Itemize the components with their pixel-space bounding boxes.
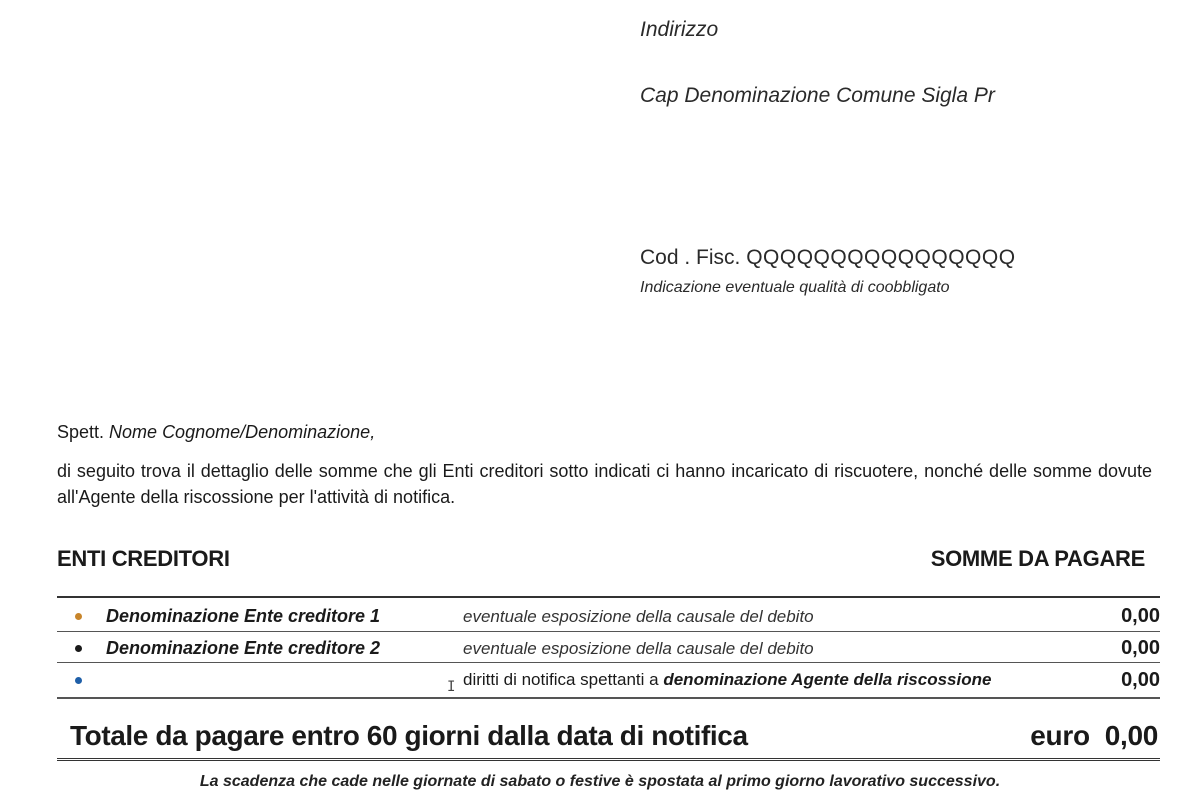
- text-cursor-icon: I: [447, 679, 456, 695]
- header-somme-da-pagare: SOMME DA PAGARE: [930, 546, 1145, 571]
- header-enti-creditori: ENTI CREDITORI: [57, 546, 230, 571]
- recipient-address: Indirizzo: [640, 18, 719, 41]
- agente-riscossione-name: denominazione Agente della riscossione: [663, 670, 992, 689]
- total-label: Totale da pagare entro 60 giorni dalla data di notifica: [70, 720, 748, 751]
- salutation: [57, 422, 375, 443]
- row-amount: 0,00: [1121, 637, 1160, 659]
- codice-fiscale-label: Cod . Fisc.: [640, 246, 741, 269]
- coobbligato-note: Indicazione eventuale qualità di coobbligato: [640, 279, 950, 296]
- table-row: [57, 602, 1160, 632]
- table-bottom-rule: [57, 697, 1160, 699]
- codice-fiscale: [640, 246, 1016, 270]
- diritti-notifica-text: [463, 670, 991, 690]
- total-double-rule: [57, 758, 1160, 763]
- table-top-rule: [57, 596, 1160, 598]
- causale-text: eventuale esposizione della causale del debito: [463, 607, 814, 626]
- table-row: [57, 666, 1160, 696]
- deadline-note: La scadenza che cade nelle giornate di sabato o festive è spostata al primo giorno lavorativo successivo.: [199, 773, 1001, 790]
- diritti-prefix: diritti di notifica spettanti a: [463, 670, 659, 689]
- recipient-city-line: Cap Denominazione Comune Sigla Pr: [640, 84, 995, 107]
- row-amount: 0,00: [1121, 669, 1160, 691]
- ente-name: Denominazione Ente creditore 2: [106, 638, 381, 658]
- bullet-icon: [75, 677, 82, 684]
- ente-name: Denominazione Ente creditore 1: [106, 606, 381, 626]
- codice-fiscale-value: QQQQQQQQQQQQQQQQ: [746, 246, 1016, 269]
- row-amount: 0,00: [1121, 605, 1160, 627]
- table-row: [57, 634, 1160, 664]
- intro-paragraph: di seguito trova il dettaglio delle somme che gli Enti creditori sotto indicati ci hanno incaricato di riscuotere, nonché delle somme dovute all'Agente della riscossione per l'attività di notifica.: [57, 461, 1152, 507]
- salutation-name: Nome Cognome/Denominazione,: [109, 422, 376, 442]
- salutation-prefix: Spett.: [57, 422, 105, 442]
- total-amount: euro 0,00: [1030, 720, 1158, 751]
- bullet-icon: [75, 613, 82, 620]
- causale-text: eventuale esposizione della causale del debito: [463, 639, 814, 658]
- bullet-icon: [75, 645, 82, 652]
